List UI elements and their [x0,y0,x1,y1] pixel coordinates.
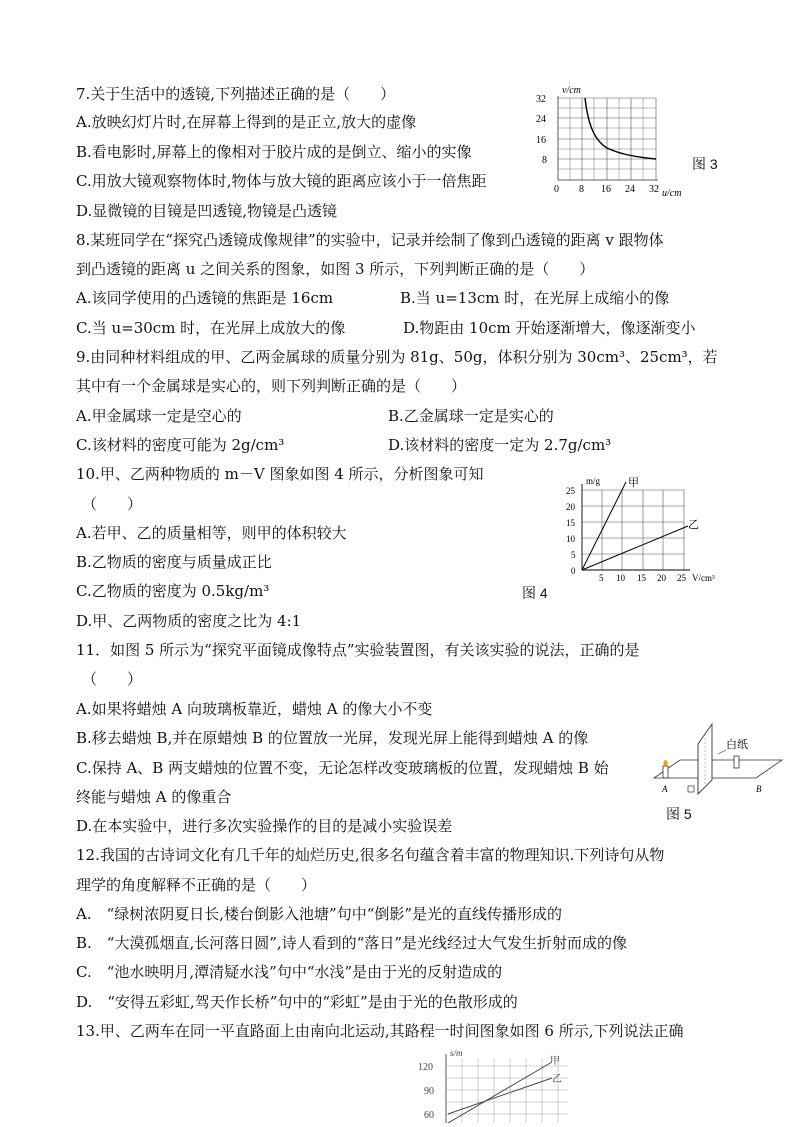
fig6-ytick: 60 [424,1110,434,1121]
q10-stem-line1: 10.甲、乙两种物质的 m－V 图象如图 4 所示，分析图象可知 [76,465,484,483]
q13-stem-line1: 13.甲、乙两车在同一平直路面上由南向北运动,其路程一时间图象如图 6 所示,下列说法正确 [76,1022,684,1040]
fig3-xtick: 8 [579,184,584,195]
q11-option-a: A.如果将蜡烛 A 向玻璃板靠近，蜡烛 A 的像大小不变 [76,700,433,718]
fig3-xtick: 24 [625,184,635,195]
q11-stem-line2: （ ） [82,670,143,688]
fig6-label-jia: 甲 [550,1056,560,1067]
q10-stem-line2: （ ） [82,495,143,513]
q12-stem-line2: 理学的角度解释不正确的是（ ） [76,876,317,894]
figure-4-graph [560,474,732,586]
q11-option-c-line1: C.保持 A、B 两支蜡烛的位置不变，无论怎样改变玻璃板的位置，发现蜡烛 B 始 [76,759,609,777]
figure-3-graph [532,84,682,202]
fig3-ytick: 8 [542,155,547,166]
q9-stem-line2: 其中有一个金属球是实心的，则下列判断正确的是（ ） [76,377,467,395]
q10-option-a: A.若甲、乙的质量相等，则甲的体积较大 [76,524,347,542]
fig4-xtick: 10 [616,573,625,583]
q9-option-d: D.该材料的密度一定为 2.7g/cm³ [388,436,612,454]
q9-stem-line1: 9.由同种材料组成的甲、乙两金属球的质量分别为 81g、50g，体积分别为 30cm³、25cm³，若 [76,348,718,366]
q10-option-d: D.甲、乙两物质的密度之比为 4:1 [76,612,302,630]
fig4-xtick: 25 [677,573,686,583]
q10-option-c: C.乙物质的密度为 0.5kg/m³ [76,582,270,600]
q8-stem-line1: 8.某班同学在“探究凸透镜成像规律”的实验中，记录并绘制了像到凸透镜的距离 v 跟物体 [76,231,664,249]
fig4-xtick: 20 [657,573,666,583]
q12-stem-line1: 12.我国的古诗词文化有几千年的灿烂历史,很多名句蕴含着丰富的物理知识.下列诗句从物 [76,846,665,864]
fig4-ylabel: m/g [586,476,601,486]
q7-option-c: C.用放大镜观察物体时,物体与放大镜的距离应该小于一倍焦距 [76,172,487,190]
fig4-ytick: 15 [566,518,575,528]
fig4-xtick: 15 [637,573,646,583]
q8-option-c: C.当 u=30cm 时，在光屏上成放大的像 [76,319,346,337]
fig6-ylabel: s/m [450,1048,463,1058]
fig4-ytick: 20 [566,502,575,512]
q12-option-d: D. “安得五彩虹,驾天作长桥”句中的“彩虹”是由于光的色散形成的 [76,993,518,1011]
fig6-ytick: 90 [424,1086,434,1097]
fig3-ytick: 24 [536,114,546,125]
q11-option-b: B.移去蜡烛 B,并在原蜡烛 B 的位置放一光屏，发现光屏上能得到蜡烛 A 的像 [76,729,589,747]
q9-option-c: C.该材料的密度可能为 2g/cm³ [76,436,285,454]
fig6-label-yi: 乙 [552,1074,562,1085]
q9-option-b: B.乙金属球一定是实心的 [388,407,554,425]
q11-option-c-line2: 终能与蜡烛 A 的像重合 [76,788,232,806]
q8-option-a: A.该同学使用的凸透镜的焦距是 16cm [76,289,334,307]
fig4-xtick: 5 [599,573,604,583]
fig4-ytick: 10 [566,534,575,544]
q12-option-a: A. “绿树浓阴夏日长,楼台倒影入池塘”句中“倒影”是光的直线传播形成的 [76,905,563,923]
q12-option-c: C. “池水映明月,潭清疑水浅”句中“水浅”是由于光的反射造成的 [76,963,503,981]
fig3-ytick: 32 [536,94,546,105]
q8-option-b: B.当 u=13cm 时，在光屏上成缩小的像 [400,289,670,307]
fig6-ytick: 120 [418,1062,433,1073]
figure-3-caption: 图 3 [692,156,718,172]
fig5-label-b: B [756,784,762,794]
figure-6-graph [418,1048,588,1123]
q10-option-b: B.乙物质的密度与质量成正比 [76,553,272,571]
fig4-ytick: 0 [571,566,576,576]
fig4-xlabel: V/cm³ [692,573,715,583]
fig4-label-jia: 甲 [628,477,639,489]
fig4-label-yi: 乙 [688,519,699,531]
q7-stem: 7.关于生活中的透镜,下列描述正确的是（ ） [76,85,396,103]
fig3-xtick: 0 [554,184,559,195]
figure-5-caption: 图 5 [666,806,692,822]
fig5-label-a: A [662,784,668,794]
q12-option-b: B. “大漠孤烟直,长河落日圆”,诗人看到的“落日”是光线经过大气发生折射而成的像 [76,934,628,952]
fig4-ytick: 25 [566,486,575,496]
q7-option-d: D.显微镜的目镜是凹透镜,物镜是凸透镜 [76,202,338,220]
q7-option-b: B.看电影时,屏幕上的像相对于胶片成的是倒立、缩小的实像 [76,143,472,161]
fig3-ylabel: v/cm [562,85,581,96]
fig3-xlabel: u/cm [662,188,682,199]
figure-4-caption: 图 4 [522,585,548,601]
q9-option-a: A.甲金属球一定是空心的 [76,407,242,425]
q8-option-d: D.物距由 10cm 开始逐渐增大，像逐渐变小 [403,319,696,337]
fig4-ytick: 5 [571,550,576,560]
q11-stem-line1: 11．如图 5 所示为“探究平面镜成像特点”实验装置图，有关该实验的说法，正确的是 [76,641,640,659]
q11-option-d: D.在本实验中，进行多次实验操作的目的是减小实验误差 [76,817,453,835]
fig3-xtick: 16 [601,184,611,195]
fig3-ytick: 16 [536,135,546,146]
q7-option-a: A.放映幻灯片时,在屏幕上得到的是正立,放大的虚像 [76,113,417,131]
fig3-xtick: 32 [649,184,659,195]
fig5-label-paper: 白纸 [726,739,748,751]
figure-5-mirror-setup [646,720,788,800]
q8-stem-line2: 到凸透镜的距离 u 之间关系的图象，如图 3 所示，下列判断正确的是（ ） [76,260,595,278]
